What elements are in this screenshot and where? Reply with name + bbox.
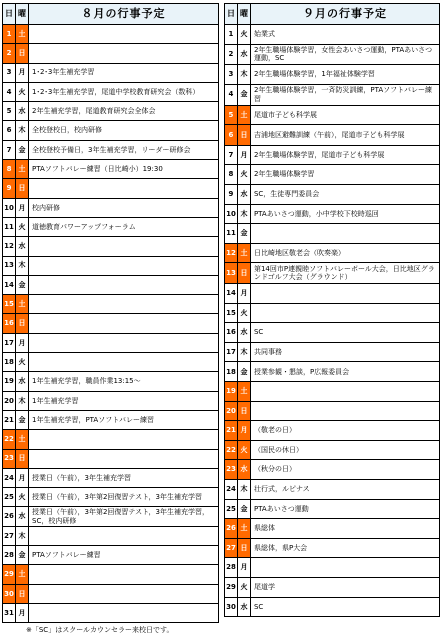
event-cell: 尾道学 — [250, 578, 439, 598]
event-cell: 1年生補充学習 — [29, 391, 219, 410]
weekday-cell: 水 — [237, 460, 250, 480]
day-cell: 27 — [3, 526, 16, 545]
schedule-row — [3, 488, 219, 507]
event-cell: 2年生職場体験学習，一斉防災訓練，PTAソフトバレー練習 — [250, 84, 439, 105]
weekday-cell: 火 — [237, 578, 250, 598]
event-cell — [29, 565, 219, 584]
weekday-cell: 日 — [237, 263, 250, 284]
day-cell: 16 — [225, 323, 238, 343]
event-cell: 吉浦地区避難訓練（午前），尾道市子ども科学展 — [250, 125, 439, 146]
event-cell: 授業日（午前），3年第2回復習テスト，3年生補充学習 — [29, 488, 219, 507]
day-cell: 18 — [225, 362, 238, 382]
day-cell: 22 — [3, 430, 16, 449]
event-cell: 授業日（午前），3年生補充学習 — [29, 468, 219, 487]
weekday-cell: 木 — [16, 256, 29, 275]
event-cell: 授業参観・懇談，P広報委員会 — [250, 362, 439, 382]
day-cell: 28 — [225, 558, 238, 578]
footnote: ※「SC」はスクールカウンセラー来校日です。 — [26, 626, 174, 634]
schedule-row — [3, 217, 219, 236]
day-cell: 4 — [3, 82, 16, 101]
weekday-header: 曜 — [237, 4, 250, 25]
weekday-cell: 火 — [16, 488, 29, 507]
schedule-row — [225, 185, 440, 205]
event-cell: 校内研修 — [29, 198, 219, 217]
weekday-cell: 土 — [237, 105, 250, 125]
event-cell: 1年生補充学習，職員作業13:15～ — [29, 372, 219, 391]
weekday-cell: 金 — [16, 140, 29, 159]
weekday-cell: 土 — [237, 243, 250, 263]
day-cell: 22 — [225, 440, 238, 460]
event-cell — [29, 526, 219, 545]
day-header: 日 — [3, 4, 16, 25]
event-cell: （秋分の日） — [250, 460, 439, 480]
weekday-cell: 水 — [237, 44, 250, 65]
day-cell: 2 — [225, 44, 238, 65]
day-cell: 5 — [225, 105, 238, 125]
day-cell: 25 — [225, 499, 238, 519]
schedule-row — [3, 333, 219, 352]
schedule-row — [225, 323, 440, 343]
event-cell: PTAあいさつ運動，小中学校下校時巡回 — [250, 204, 439, 224]
weekday-cell: 水 — [237, 323, 250, 343]
weekday-cell: 金 — [237, 499, 250, 519]
event-cell: 2年生職場体験学習，1年福祉体験学習 — [250, 65, 439, 85]
schedule-row — [3, 179, 219, 198]
event-cell — [29, 603, 219, 622]
weekday-cell: 金 — [237, 224, 250, 244]
event-cell: （国民の休日） — [250, 440, 439, 460]
day-cell: 23 — [225, 460, 238, 480]
schedule-row — [225, 499, 440, 519]
weekday-cell: 日 — [16, 314, 29, 333]
weekday-cell: 日 — [16, 44, 29, 63]
event-cell: 全校登校予備日，3年生補充学習，リーダー研修会 — [29, 140, 219, 159]
day-cell: 4 — [225, 84, 238, 105]
weekday-cell: 月 — [16, 603, 29, 622]
weekday-cell: 木 — [16, 526, 29, 545]
weekday-cell: 金 — [237, 84, 250, 105]
schedule-row — [225, 165, 440, 185]
day-cell: 29 — [3, 565, 16, 584]
weekday-cell: 土 — [16, 565, 29, 584]
weekday-cell: 月 — [237, 558, 250, 578]
schedule-row — [3, 468, 219, 487]
day-cell: 24 — [225, 480, 238, 500]
day-cell: 8 — [3, 160, 16, 179]
day-cell: 11 — [3, 217, 16, 236]
schedule-row — [225, 145, 440, 165]
weekday-cell: 火 — [16, 82, 29, 101]
weekday-cell: 月 — [237, 421, 250, 441]
weekday-cell: 木 — [237, 342, 250, 362]
event-cell — [250, 401, 439, 421]
weekday-cell: 月 — [237, 145, 250, 165]
schedule-row — [225, 44, 440, 65]
august-title: ８月の行事予定 — [29, 4, 219, 25]
day-cell: 21 — [3, 410, 16, 429]
day-cell: 31 — [3, 603, 16, 622]
schedule-row — [3, 198, 219, 217]
schedule-row — [225, 558, 440, 578]
weekday-cell: 水 — [237, 185, 250, 205]
weekday-cell: 月 — [16, 63, 29, 82]
day-cell: 15 — [225, 303, 238, 323]
event-cell: PTAソフトバレー練習（日比崎小）19:30 — [29, 160, 219, 179]
schedule-row — [3, 565, 219, 584]
weekday-cell: 土 — [16, 160, 29, 179]
event-cell: 尾道市子ども科学展 — [250, 105, 439, 125]
schedule-row — [3, 526, 219, 545]
weekday-cell: 木 — [237, 204, 250, 224]
day-header: 日 — [225, 4, 238, 25]
weekday-cell: 木 — [237, 480, 250, 500]
event-cell: 授業日（午前），3年第2回復習テスト，3年生補充学習，SC，校内研修 — [29, 507, 219, 526]
event-cell — [29, 353, 219, 372]
schedule-row — [225, 421, 440, 441]
day-cell: 14 — [3, 275, 16, 294]
day-cell: 6 — [225, 125, 238, 146]
schedule-row — [225, 303, 440, 323]
schedule-row — [225, 25, 440, 45]
weekday-cell: 土 — [237, 519, 250, 539]
event-cell — [29, 179, 219, 198]
day-cell: 7 — [225, 145, 238, 165]
schedule-row — [3, 353, 219, 372]
schedule-row — [225, 342, 440, 362]
event-cell: 1年生補充学習，PTAソフトバレー練習 — [29, 410, 219, 429]
schedule-row — [225, 401, 440, 421]
schedule-row — [225, 243, 440, 263]
day-cell: 19 — [3, 372, 16, 391]
event-cell — [29, 449, 219, 468]
day-cell: 15 — [3, 295, 16, 314]
schedule-row — [225, 125, 440, 146]
event-cell — [250, 382, 439, 402]
day-cell: 20 — [3, 391, 16, 410]
day-cell: 9 — [225, 185, 238, 205]
schedule-row — [3, 546, 219, 565]
weekday-cell: 火 — [16, 353, 29, 372]
event-cell: SC — [250, 323, 439, 343]
event-cell — [250, 558, 439, 578]
weekday-cell: 金 — [16, 410, 29, 429]
event-cell: 壮行式，ルピナス — [250, 480, 439, 500]
schedule-row — [3, 121, 219, 140]
weekday-cell: 日 — [237, 125, 250, 146]
event-cell — [29, 237, 219, 256]
day-cell: 10 — [225, 204, 238, 224]
event-cell: 県総体 — [250, 519, 439, 539]
day-cell: 14 — [225, 284, 238, 304]
september-header-row — [225, 4, 440, 25]
schedule-row — [3, 237, 219, 256]
day-cell: 26 — [225, 519, 238, 539]
event-cell: 日比崎地区敬老会（吹奏楽） — [250, 243, 439, 263]
schedule-row — [225, 224, 440, 244]
schedule-row — [3, 44, 219, 63]
schedule-row — [3, 391, 219, 410]
schedule-row — [225, 519, 440, 539]
schedule-row — [225, 382, 440, 402]
schedule-row — [3, 584, 219, 603]
event-cell — [29, 314, 219, 333]
schedule-row — [225, 480, 440, 500]
weekday-cell: 月 — [16, 468, 29, 487]
weekday-cell: 金 — [16, 275, 29, 294]
weekday-cell: 日 — [16, 449, 29, 468]
event-cell — [29, 275, 219, 294]
day-cell: 27 — [225, 538, 238, 558]
weekday-cell: 金 — [237, 362, 250, 382]
event-cell: PTAソフトバレー練習 — [29, 546, 219, 565]
schedule-row — [3, 102, 219, 121]
day-cell: 30 — [3, 584, 16, 603]
day-cell: 3 — [225, 65, 238, 85]
schedule-row — [3, 507, 219, 526]
weekday-cell: 水 — [16, 507, 29, 526]
schedule-row — [3, 160, 219, 179]
schedule-row — [3, 256, 219, 275]
day-cell: 28 — [3, 546, 16, 565]
weekday-cell: 水 — [16, 372, 29, 391]
event-cell — [29, 44, 219, 63]
event-cell: 県総体，県P大会 — [250, 538, 439, 558]
september-schedule-table — [224, 3, 440, 617]
weekday-cell: 月 — [237, 284, 250, 304]
schedule-row — [225, 204, 440, 224]
weekday-cell: 土 — [16, 25, 29, 44]
schedule-row — [225, 65, 440, 85]
schedule-row — [225, 84, 440, 105]
event-cell — [29, 430, 219, 449]
weekday-cell: 月 — [16, 333, 29, 352]
day-cell: 13 — [3, 256, 16, 275]
schedule-row — [225, 362, 440, 382]
schedule-row — [3, 82, 219, 101]
event-cell: 始業式 — [250, 25, 439, 45]
day-cell: 6 — [3, 121, 16, 140]
schedule-row — [225, 597, 440, 617]
weekday-cell: 土 — [16, 295, 29, 314]
day-cell: 29 — [225, 578, 238, 598]
day-cell: 13 — [225, 263, 238, 284]
weekday-cell: 金 — [16, 546, 29, 565]
event-cell: （敬老の日） — [250, 421, 439, 441]
event-cell: 2年生職場体験学習，女性会あいさつ運動，PTAあいさつ運動，SC — [250, 44, 439, 65]
day-cell: 1 — [225, 25, 238, 45]
schedule-row — [225, 284, 440, 304]
day-cell: 12 — [225, 243, 238, 263]
day-cell: 8 — [225, 165, 238, 185]
schedule-row — [3, 25, 219, 44]
august-header-row — [3, 4, 219, 25]
schedule-row — [3, 295, 219, 314]
day-cell: 24 — [3, 468, 16, 487]
day-cell: 12 — [3, 237, 16, 256]
september-title: ９月の行事予定 — [250, 4, 439, 25]
weekday-cell: 日 — [16, 584, 29, 603]
schedule-row — [3, 372, 219, 391]
schedule-row — [225, 263, 440, 284]
event-cell — [29, 584, 219, 603]
day-cell: 17 — [3, 333, 16, 352]
weekday-cell: 土 — [16, 430, 29, 449]
event-cell: SC，生徒専門委員会 — [250, 185, 439, 205]
schedule-row — [3, 140, 219, 159]
event-cell — [29, 256, 219, 275]
day-cell: 18 — [3, 353, 16, 372]
day-cell: 1 — [3, 25, 16, 44]
schedule-row — [225, 105, 440, 125]
schedule-row — [3, 410, 219, 429]
schedule-row — [3, 275, 219, 294]
event-cell: 全校登校日，校内研修 — [29, 121, 219, 140]
event-cell: 2年生職場体験学習，尾道市子ども科学展 — [250, 145, 439, 165]
event-cell — [29, 25, 219, 44]
day-cell: 10 — [3, 198, 16, 217]
day-cell: 16 — [3, 314, 16, 333]
event-cell: 1･2･3年生補充学習，尾道中学校教育研究会（数科） — [29, 82, 219, 101]
schedule-row — [3, 63, 219, 82]
schedule-row — [3, 449, 219, 468]
event-cell — [250, 303, 439, 323]
weekday-header: 曜 — [16, 4, 29, 25]
day-cell: 21 — [225, 421, 238, 441]
weekday-cell: 火 — [237, 165, 250, 185]
day-cell: 26 — [3, 507, 16, 526]
event-cell: PTAあいさつ運動 — [250, 499, 439, 519]
weekday-cell: 火 — [237, 303, 250, 323]
schedule-row — [225, 538, 440, 558]
event-cell: SC — [250, 597, 439, 617]
weekday-cell: 水 — [16, 102, 29, 121]
event-cell: 2年生職場体験学習 — [250, 165, 439, 185]
day-cell: 30 — [225, 597, 238, 617]
day-cell: 23 — [3, 449, 16, 468]
event-cell: 共同事務 — [250, 342, 439, 362]
weekday-cell: 日 — [237, 538, 250, 558]
day-cell: 19 — [225, 382, 238, 402]
day-cell: 9 — [3, 179, 16, 198]
weekday-cell: 日 — [16, 179, 29, 198]
event-cell — [250, 284, 439, 304]
weekday-cell: 木 — [16, 391, 29, 410]
weekday-cell: 月 — [16, 198, 29, 217]
august-schedule-table — [2, 3, 219, 623]
schedule-row — [3, 430, 219, 449]
day-cell: 20 — [225, 401, 238, 421]
weekday-cell: 日 — [237, 401, 250, 421]
weekday-cell: 火 — [237, 25, 250, 45]
day-cell: 11 — [225, 224, 238, 244]
schedule-row — [225, 460, 440, 480]
day-cell: 2 — [3, 44, 16, 63]
event-cell: 1･2･3年生補充学習 — [29, 63, 219, 82]
event-cell: 道徳教育パワーアップフォーラム — [29, 217, 219, 236]
day-cell: 3 — [3, 63, 16, 82]
day-cell: 25 — [3, 488, 16, 507]
day-cell: 5 — [3, 102, 16, 121]
schedule-row — [3, 314, 219, 333]
weekday-cell: 火 — [237, 440, 250, 460]
weekday-cell: 木 — [16, 121, 29, 140]
event-cell: 2年生補充学習，尾道教育研究会全体会 — [29, 102, 219, 121]
day-cell: 7 — [3, 140, 16, 159]
weekday-cell: 水 — [16, 237, 29, 256]
day-cell: 17 — [225, 342, 238, 362]
schedule-row — [3, 603, 219, 622]
schedule-row — [225, 578, 440, 598]
schedule-row — [225, 440, 440, 460]
event-cell — [250, 224, 439, 244]
weekday-cell: 木 — [237, 65, 250, 85]
event-cell: 第14回市P連親睦ソフトバレーボール大会，日比地区グランドゴルフ大会（グラウンド） — [250, 263, 439, 284]
weekday-cell: 土 — [237, 382, 250, 402]
weekday-cell: 火 — [16, 217, 29, 236]
weekday-cell: 水 — [237, 597, 250, 617]
event-cell — [29, 295, 219, 314]
event-cell — [29, 333, 219, 352]
